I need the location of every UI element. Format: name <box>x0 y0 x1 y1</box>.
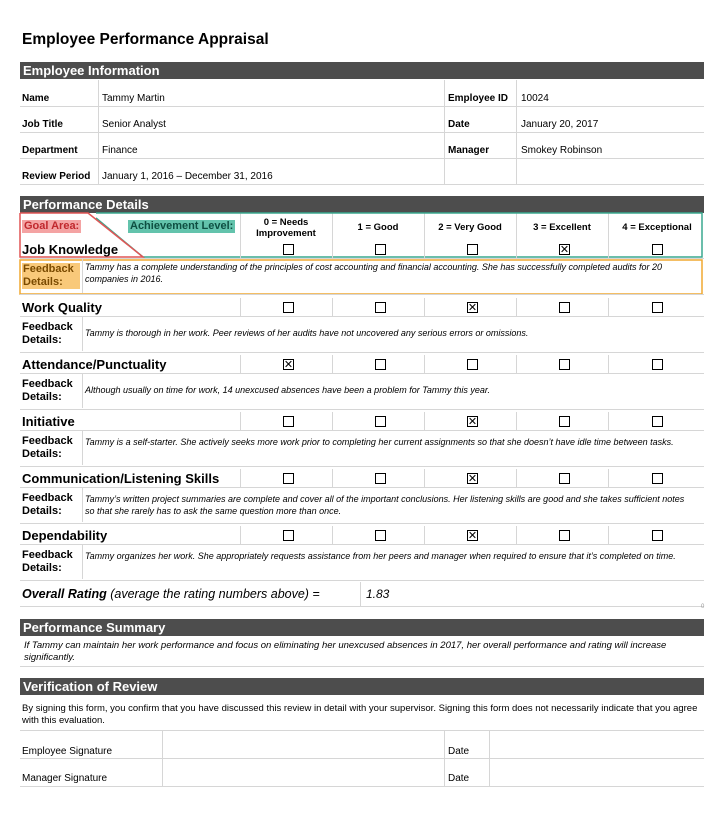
department-value[interactable]: Finance <box>102 145 138 156</box>
rating-checkbox-0[interactable] <box>283 244 294 255</box>
goal-name: Job Knowledge <box>22 242 119 257</box>
employee-id-value[interactable]: 10024 <box>521 93 549 104</box>
rating-checkbox-1[interactable] <box>375 302 386 313</box>
level-header-4: 4 = Exceptional <box>622 222 692 233</box>
department-label: Department <box>22 145 78 156</box>
feedback-label: Feedback Details: <box>22 549 73 574</box>
overall-rating-value[interactable]: 1.83 <box>366 587 390 601</box>
level-header-2: 2 = Very Good <box>438 222 502 233</box>
rating-checkbox-3[interactable] <box>559 302 570 313</box>
rating-checkbox-0[interactable]: ✕ <box>283 358 294 371</box>
feedback-label: Feedback Details: <box>22 492 73 517</box>
verification-text: By signing this form, you confirm that you have discussed this review in detail with your supervisor. Signing this form does not necessarily indicate that you agree with this evaluation. <box>22 703 698 726</box>
rating-checkbox-2[interactable] <box>467 244 478 255</box>
level-header-3: 3 = Excellent <box>533 222 591 233</box>
rating-checkbox-2[interactable]: ✕ <box>467 415 478 428</box>
name-value[interactable]: Tammy Martin <box>102 93 165 104</box>
level-header-1: 1 = Good <box>357 222 399 233</box>
rating-checkbox-0[interactable] <box>283 302 294 313</box>
overall-rating-note: (average the rating numbers above) = <box>110 587 320 601</box>
rating-checkbox-1[interactable] <box>375 416 386 427</box>
rating-checkbox-4[interactable] <box>652 473 663 484</box>
rating-checkbox-3[interactable] <box>559 359 570 370</box>
rating-checkbox-4[interactable] <box>652 359 663 370</box>
rating-checkbox-1[interactable] <box>375 473 386 484</box>
manager-value[interactable]: Smokey Robinson <box>521 145 603 156</box>
goal-name: Work Quality <box>22 300 102 315</box>
level-header-0: 0 = Needs Improvement <box>256 217 316 239</box>
rating-checkbox-1[interactable] <box>375 244 386 255</box>
feedback-label: Feedback Details: <box>22 263 80 289</box>
rating-checkbox-1[interactable] <box>375 530 386 541</box>
rating-checkbox-3[interactable]: ✕ <box>559 243 570 256</box>
review-period-value[interactable]: January 1, 2016 – December 31, 2016 <box>102 171 273 182</box>
rating-checkbox-0[interactable] <box>283 530 294 541</box>
performance-details-header: Performance Details <box>20 196 704 213</box>
verification-header: Verification of Review <box>20 678 704 695</box>
rating-checkbox-3[interactable] <box>559 416 570 427</box>
date-label: Date <box>448 119 470 130</box>
employee-signature-label: Employee Signature <box>22 746 113 757</box>
manager-signature-field[interactable] <box>162 759 444 786</box>
goal-name: Communication/Listening Skills <box>22 471 220 486</box>
employee-signature-date-label: Date <box>448 746 470 757</box>
employee-signature-date-field[interactable] <box>490 731 704 758</box>
feedback-text[interactable]: Tammy organizes her work. She appropriately requests assistance from her peers and manager when required to ensure that it’s completed on time. <box>85 551 676 561</box>
goal-name: Dependability <box>22 528 108 543</box>
rating-checkbox-1[interactable] <box>375 359 386 370</box>
rating-checkbox-2[interactable]: ✕ <box>467 529 478 542</box>
feedback-label: Feedback Details: <box>22 378 73 403</box>
feedback-text[interactable]: Tammy is a self-starter. She actively seeks more work prior to completing her current assignments so that she doesn’t have idle time between tasks. <box>85 437 674 447</box>
goal-name: Attendance/Punctuality <box>22 357 167 372</box>
overall-rating-label: Overall Rating <box>22 587 107 601</box>
manager-label: Manager <box>448 145 490 156</box>
corner-mark: 0 <box>701 604 705 610</box>
review-period-label: Review Period <box>22 171 91 182</box>
feedback-text[interactable]: Tammy’s written project summaries are complete and cover all of the important conclusions. Her listening skills are good and she takes sufficient notes so that she rarely has to ask the same question more than once. <box>85 494 685 516</box>
rating-checkbox-4[interactable] <box>652 302 663 313</box>
rating-checkbox-4[interactable] <box>652 530 663 541</box>
employee-information-header: Employee Information <box>20 62 704 79</box>
feedback-text[interactable]: Although usually on time for work, 14 unexcused absences have been a problem for Tammy this year. <box>85 385 491 395</box>
performance-summary-text[interactable]: If Tammy can maintain her work performance and focus on eliminating her unexcused absences in 2017, her overall performance and rating will increase significantly. <box>24 640 667 663</box>
feedback-label: Feedback Details: <box>22 321 73 346</box>
rating-checkbox-3[interactable] <box>559 530 570 541</box>
rating-checkbox-2[interactable] <box>467 359 478 370</box>
rating-checkbox-0[interactable] <box>283 473 294 484</box>
feedback-label: Feedback Details: <box>22 435 73 460</box>
performance-summary-header: Performance Summary <box>20 619 704 636</box>
goal-area-label: Goal Area: <box>24 220 80 232</box>
page-title: Employee Performance Appraisal <box>22 31 269 48</box>
overall-rating <box>22 587 320 601</box>
rating-checkbox-2[interactable]: ✕ <box>467 301 478 314</box>
employee-id-label: Employee ID <box>448 93 509 104</box>
feedback-text[interactable]: Tammy is thorough in her work. Peer reviews of her audits have not uncovered any serious errors or omissions. <box>85 328 529 338</box>
job-title-value[interactable]: Senior Analyst <box>102 119 166 130</box>
manager-signature-date-label: Date <box>448 773 470 784</box>
goal-name: Initiative <box>22 414 75 429</box>
rating-checkbox-4[interactable] <box>652 416 663 427</box>
feedback-text[interactable]: Tammy has a complete understanding of the principles of cost accounting and financial accounting. She has successfully completed audits for 20 companies in 2016. <box>85 262 663 284</box>
rating-checkbox-4[interactable] <box>652 244 663 255</box>
manager-signature-label: Manager Signature <box>22 773 108 784</box>
rating-checkbox-2[interactable]: ✕ <box>467 472 478 485</box>
date-value[interactable]: January 20, 2017 <box>521 119 599 130</box>
manager-signature-date-field[interactable] <box>490 759 704 786</box>
achievement-level-label: Achievement Level: <box>130 220 234 232</box>
employee-signature-field[interactable] <box>162 731 444 758</box>
name-label: Name <box>22 93 50 104</box>
job-title-label: Job Title <box>22 119 63 130</box>
rating-checkbox-3[interactable] <box>559 473 570 484</box>
rating-checkbox-0[interactable] <box>283 416 294 427</box>
